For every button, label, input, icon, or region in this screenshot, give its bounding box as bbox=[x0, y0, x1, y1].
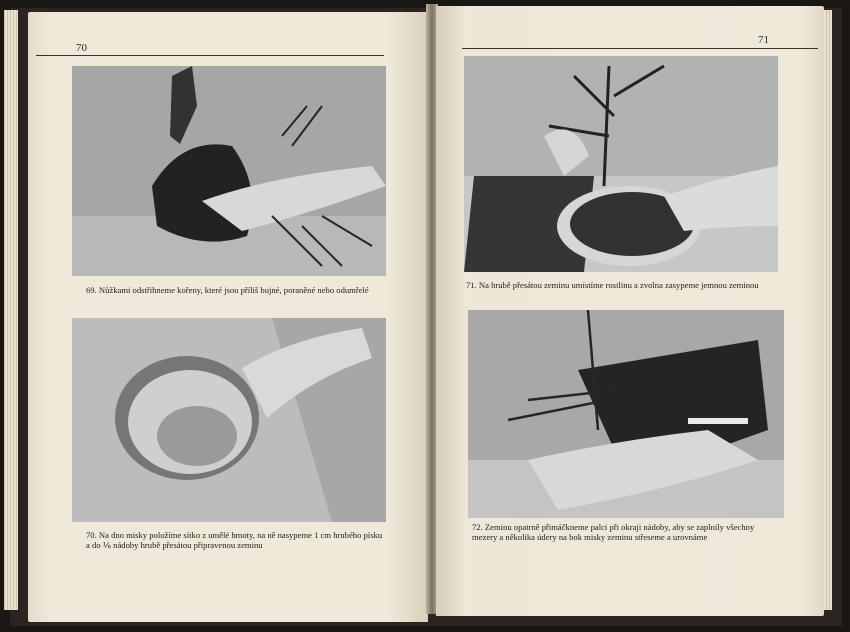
figure-number: 72. bbox=[472, 522, 483, 532]
photo-figure-69 bbox=[72, 66, 386, 276]
right-page bbox=[436, 6, 824, 616]
photo-figure-72 bbox=[468, 310, 784, 518]
figure-number: 71. bbox=[466, 280, 477, 290]
caption-figure-71 bbox=[466, 280, 776, 290]
header-rule-left bbox=[36, 55, 384, 56]
photo-figure-71 bbox=[464, 56, 778, 272]
header-rule-right bbox=[462, 48, 818, 49]
figure-number: 70. bbox=[86, 530, 97, 540]
page-number-right: 71 bbox=[758, 34, 769, 46]
page-edges-left bbox=[4, 10, 18, 610]
caption-figure-70 bbox=[86, 530, 386, 550]
caption-figure-72 bbox=[472, 522, 772, 542]
photo-figure-70 bbox=[72, 318, 386, 522]
figure-caption-text: Na dno misky položíme sítko z umělé hmoty, na ně nasypeme 1 cm hrubého písku a do ⅙ nádoby hrubě přesátou připravenou zeminu bbox=[86, 530, 383, 550]
page-edges-right bbox=[824, 10, 832, 610]
left-page bbox=[28, 12, 428, 622]
figure-caption-text: Na hrubě přesátou zeminu umístíme rostlinu a zvolna zasypeme jemnou zeminou bbox=[478, 280, 759, 290]
figure-number: 69. bbox=[86, 285, 97, 295]
figure-caption-text: Zeminu opatrně přimáčkneme palci při okraji nádoby, aby se zaplnily všechny mezery a několika údery na bok misky zeminu střeseme a urovnáme bbox=[472, 522, 755, 542]
caption-figure-69 bbox=[86, 285, 386, 295]
figure-caption-text: Nůžkami odstřihneme kořeny, které jsou příliš bujné, poraněné nebo odumřelé bbox=[98, 285, 369, 295]
page-number-left: 70 bbox=[76, 42, 87, 54]
